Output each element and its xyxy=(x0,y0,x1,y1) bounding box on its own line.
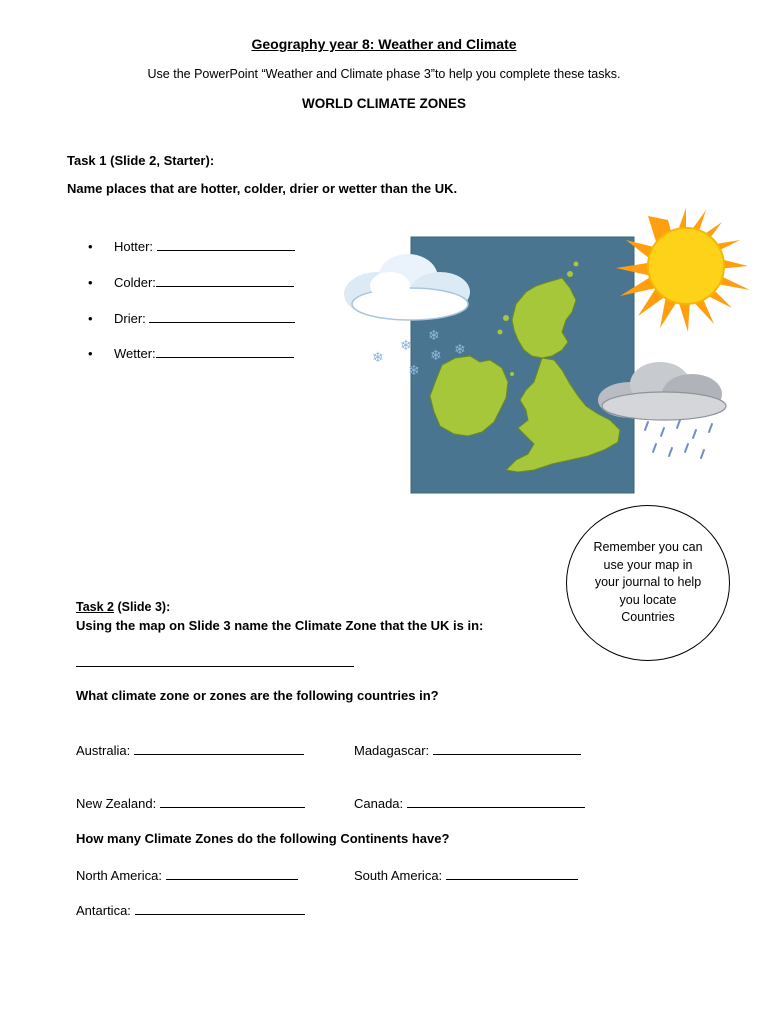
instructions: Use the PowerPoint “Weather and Climate phase 3”to help you complete these tasks. xyxy=(147,67,621,81)
colder-label: Colder: xyxy=(114,275,156,290)
answer-drier xyxy=(88,310,295,326)
svg-text:❄: ❄ xyxy=(408,363,420,379)
australia-label: Australia: xyxy=(76,743,134,758)
new-zealand-row xyxy=(76,795,305,811)
drier-answer-line[interactable] xyxy=(149,310,295,323)
svg-text:❄: ❄ xyxy=(454,342,466,358)
south-america-answer-line[interactable] xyxy=(446,867,578,880)
canada-label: Canada: xyxy=(354,796,407,811)
answer-colder xyxy=(88,274,294,290)
north-america-answer-line[interactable] xyxy=(166,867,298,880)
canada-row xyxy=(354,795,585,811)
task2-prompt: Using the map on Slide 3 name the Climate Zone that the UK is in: xyxy=(76,618,484,633)
answer-hotter xyxy=(88,238,295,254)
section-heading: WORLD CLIMATE ZONES xyxy=(302,96,466,111)
svg-text:❄: ❄ xyxy=(400,338,412,354)
australia-answer-line[interactable] xyxy=(134,742,304,755)
new-zealand-answer-line[interactable] xyxy=(160,795,305,808)
reminder-callout: Remember you can use your map in your journal to help you locate Countries xyxy=(566,505,730,661)
task2-heading-main: Task 2 xyxy=(76,600,114,614)
north-america-row xyxy=(76,867,298,883)
madagascar-row xyxy=(354,742,581,758)
svg-text:❄: ❄ xyxy=(430,348,442,364)
task1-heading: Task 1 (Slide 2, Starter): xyxy=(67,153,215,168)
antartica-label: Antartica: xyxy=(76,903,135,918)
sun-icon xyxy=(616,208,750,332)
antartica-answer-line[interactable] xyxy=(135,902,305,915)
bullet: • xyxy=(88,346,93,361)
uk-climate-zone-answer-line[interactable] xyxy=(76,654,354,667)
australia-row xyxy=(76,742,304,758)
south-america-row xyxy=(354,867,578,883)
hotter-answer-line[interactable] xyxy=(157,238,295,251)
question-zones: What climate zone or zones are the following countries in? xyxy=(76,688,439,703)
task1-prompt: Name places that are hotter, colder, drier or wetter than the UK. xyxy=(67,181,458,196)
bullet: • xyxy=(88,239,93,254)
task2-heading-rest: (Slide 3): xyxy=(114,600,171,614)
task2-heading xyxy=(76,600,170,614)
svg-text:❄: ❄ xyxy=(428,328,440,344)
svg-text:❄: ❄ xyxy=(372,350,384,366)
wetter-label: Wetter: xyxy=(114,346,156,361)
uk-weather-illustration xyxy=(330,200,768,500)
answer-wetter xyxy=(88,345,294,361)
bullet: • xyxy=(88,311,93,326)
north-america-label: North America: xyxy=(76,868,166,883)
bullet: • xyxy=(88,275,93,290)
drier-label: Drier: xyxy=(114,311,150,326)
madagascar-label: Madagascar: xyxy=(354,743,433,758)
madagascar-answer-line[interactable] xyxy=(433,742,581,755)
hotter-label: Hotter: xyxy=(114,239,157,254)
new-zealand-label: New Zealand: xyxy=(76,796,160,811)
colder-answer-line[interactable] xyxy=(156,274,294,287)
south-america-label: South America: xyxy=(354,868,446,883)
page-title: Geography year 8: Weather and Climate xyxy=(251,36,517,52)
question-continents: How many Climate Zones do the following Continents have? xyxy=(76,831,450,846)
wetter-answer-line[interactable] xyxy=(156,345,294,358)
canada-answer-line[interactable] xyxy=(407,795,585,808)
antartica-row xyxy=(76,902,305,918)
